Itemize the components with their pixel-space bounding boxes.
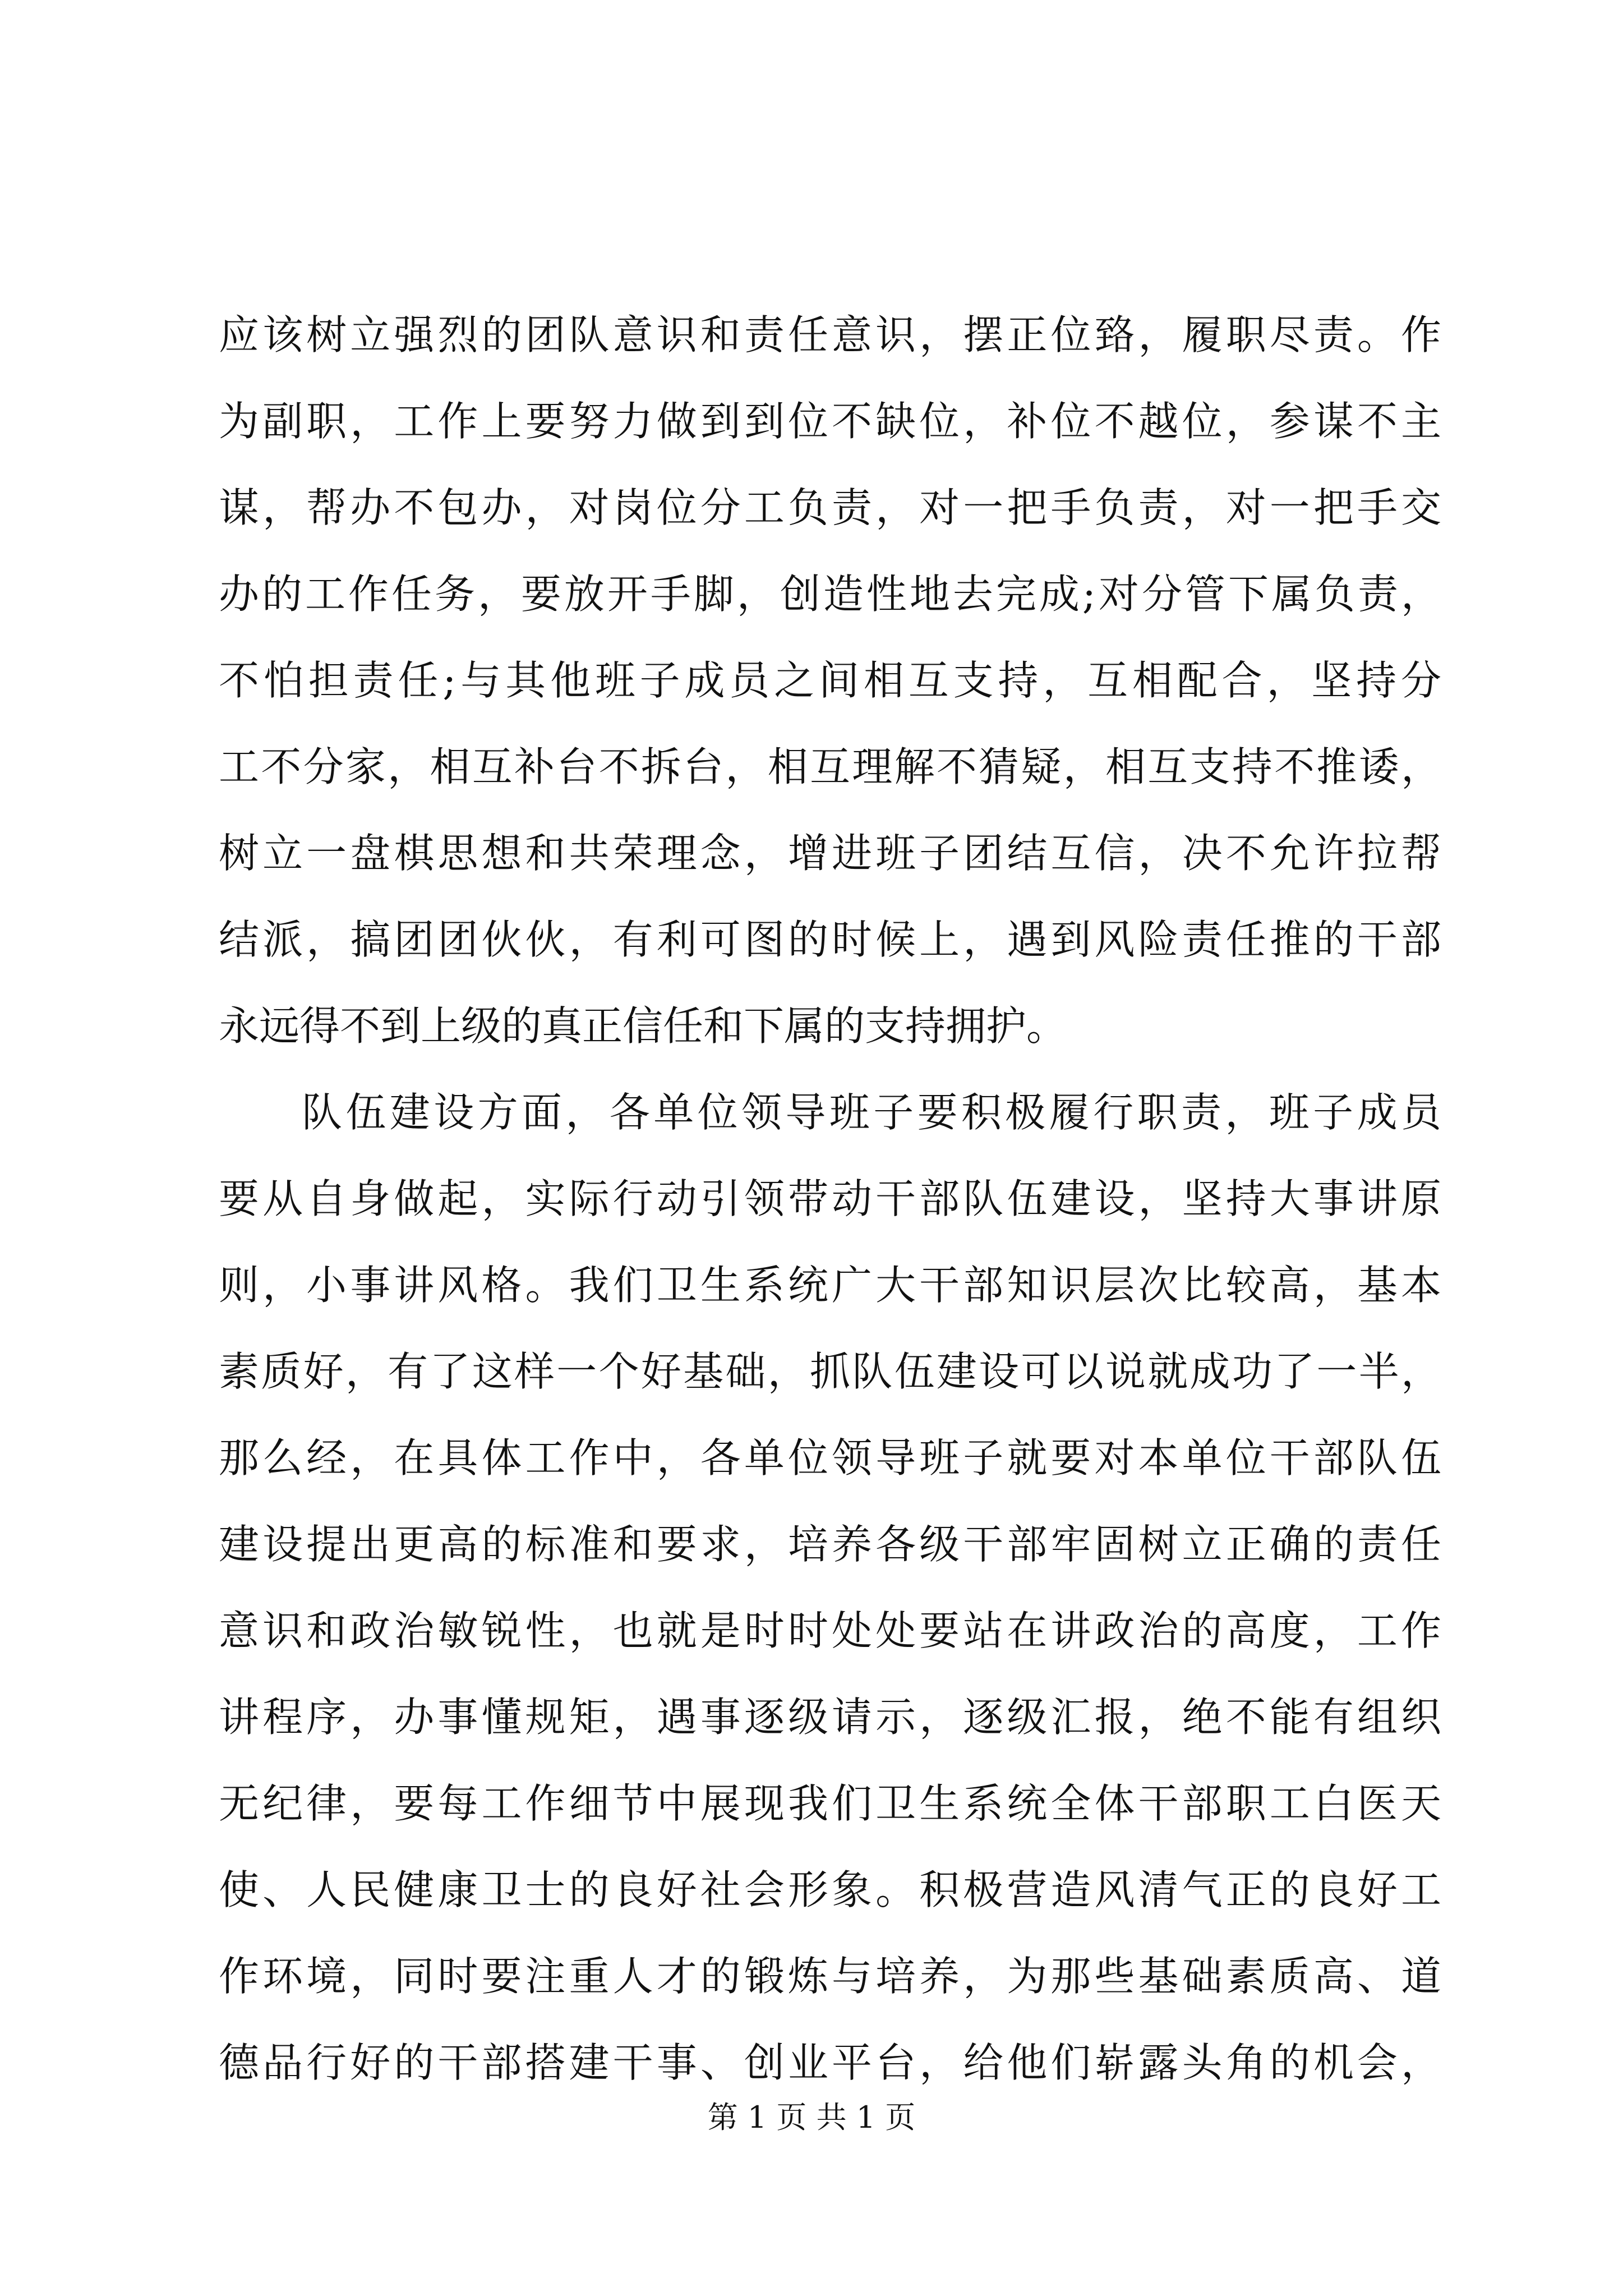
text-line: 不怕担责任;与其他班子成员之间相互支持，互相配合，坚持分 xyxy=(219,657,1441,704)
document-body xyxy=(219,292,1441,2106)
text-line: 工不分家，相互补台不拆台，相互理解不猜疑，相互支持不推诿， xyxy=(219,743,1441,790)
text-line: 结派，搞团团伙伙，有利可图的时候上，遇到风险责任推的干部 xyxy=(219,916,1441,963)
text-line: 永远得不到上级的真正信任和下属的支持拥护。 xyxy=(219,1002,1067,1050)
text-line: 意识和政治敏锐性，也就是时时处处要站在讲政治的高度，工作 xyxy=(219,1607,1441,1654)
page-footer: 第 1 页 共 1 页 xyxy=(707,2100,916,2135)
text-line: 应该树立强烈的团队意识和责任意识，摆正位臵，履职尽责。作 xyxy=(219,311,1441,358)
text-line: 则，小事讲风格。我们卫生系统广大干部知识层次比较高，基本 xyxy=(219,1262,1441,1309)
text-line: 树立一盘棋思想和共荣理念，增进班子团结互信，决不允许拉帮 xyxy=(219,830,1441,877)
text-line: 讲程序，办事懂规矩，遇事逐级请示，逐级汇报，绝不能有组织 xyxy=(219,1694,1441,1741)
text-line: 德品行好的干部搭建干事、创业平台，给他们崭露头角的机会， xyxy=(219,2039,1441,2086)
paragraph-1 xyxy=(219,292,1441,1069)
text-line: 素质好，有了这样一个好基础，抓队伍建设可以说就成功了一半， xyxy=(219,1348,1441,1395)
text-line: 谋，帮办不包办，对岗位分工负责，对一把手负责，对一把手交 xyxy=(219,484,1441,531)
text-line: 办的工作任务，要放开手脚，创造性地去完成;对分管下属负责， xyxy=(219,570,1441,618)
text-line: 使、人民健康卫士的良好社会形象。积极营造风清气正的良好工 xyxy=(219,1866,1441,1913)
text-line: 建设提出更高的标准和要求，培养各级干部牢固树立正确的责任 xyxy=(219,1521,1441,1568)
text-line: 那么经，在具体工作中，各单位领导班子就要对本单位干部队伍 xyxy=(219,1434,1441,1481)
paragraph-2 xyxy=(219,1069,1441,2106)
text-line: 为副职，工作上要努力做到到位不缺位，补位不越位，参谋不主 xyxy=(219,398,1441,445)
text-line: 队伍建设方面，各单位领导班子要积极履行职责，班子成员 xyxy=(302,1089,1441,1136)
text-line: 要从自身做起，实际行动引领带动干部队伍建设，坚持大事讲原 xyxy=(219,1175,1441,1222)
text-line: 无纪律，要每工作细节中展现我们卫生系统全体干部职工白医天 xyxy=(219,1780,1441,1827)
text-line: 作环境，同时要注重人才的锻炼与培养，为那些基础素质高、道 xyxy=(219,1953,1441,2000)
